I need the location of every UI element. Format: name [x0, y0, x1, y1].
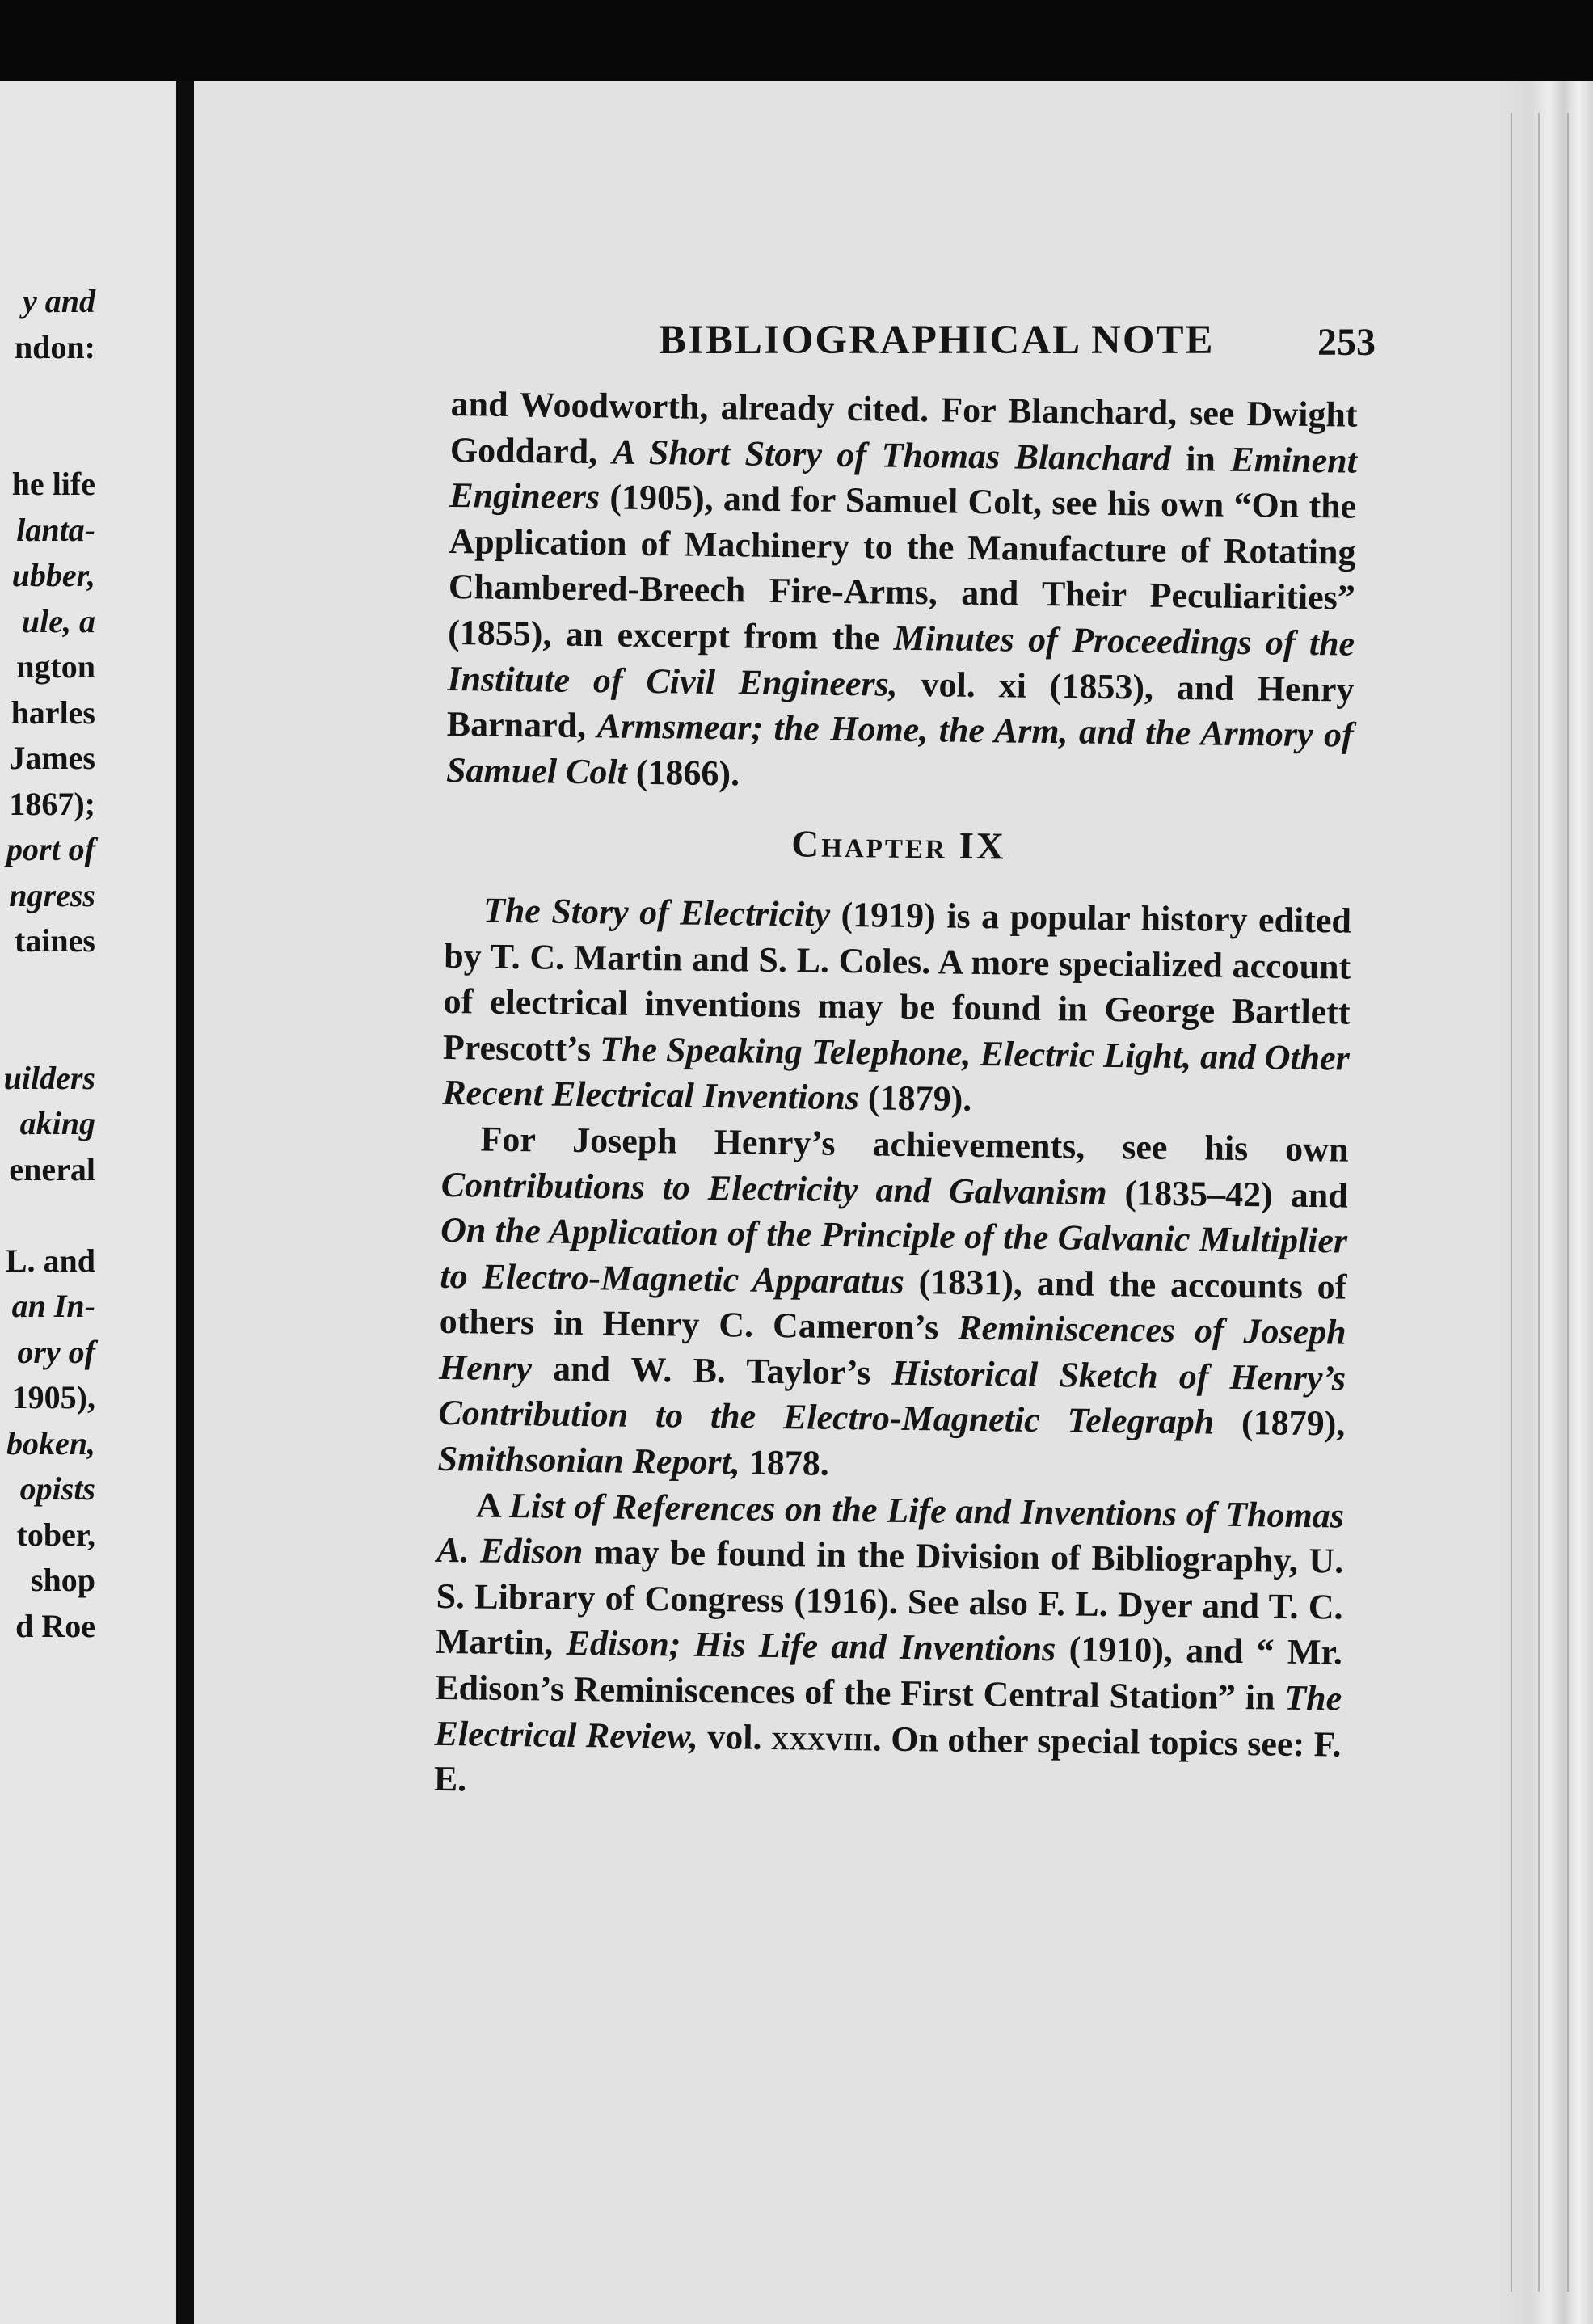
left-page-line: eneral: [9, 1150, 95, 1187]
left-page-line: [0, 964, 95, 1010]
left-page-line: [0, 370, 95, 416]
left-page-line: an In-: [11, 1288, 95, 1324]
left-page-line: y and: [23, 283, 95, 319]
left-page-line: taines: [15, 922, 95, 959]
paragraph-edison: A List of References on the Life and Inventions of Thomas A. Edison may be found in the Division of Bibliography, U. S. Library of Congress (1916). See also F. L. Dyer and T. C. Martin, Edison; His Life and Inventions (1910), and “ Mr. Edison’s Reminiscences of the First Central Station” in The Electrical Review, vol. xxxviii. On other special topics see: F. E.: [433, 1485, 1345, 1799]
paragraph-story-of-electricity: The Story of Electricity (1919) is a popular history edited by T. C. Martin and S. L. Coles. A more specialized account of electrical inventions may be found in George Bartlett Prescott’s The Speaking Telephone, Electric Light, and Other Recent Electrical Inventions (1879).: [441, 890, 1352, 1120]
left-page-line: ubber,: [11, 557, 95, 593]
left-page-line: opists: [19, 1470, 95, 1507]
left-page-line: [0, 416, 95, 462]
left-page-line: ory of: [17, 1333, 95, 1370]
body-text: [434, 382, 1358, 1813]
left-page-line: 1905),: [11, 1379, 95, 1415]
left-page-line: L. and: [5, 1242, 95, 1279]
left-page-line: lanta-: [16, 511, 95, 548]
left-page-line: ngton: [16, 648, 95, 685]
left-page-text-fragments: [0, 279, 95, 1649]
chapter-heading: Chapter IX: [791, 823, 1007, 868]
left-page-line: ule, a: [21, 602, 95, 639]
left-page-line: James: [9, 740, 95, 776]
left-page-line: 1867);: [9, 785, 95, 822]
paragraph-joseph-henry: For Joseph Henry’s achievements, see his own Contributions to Electricity and Galvanism (1835–42) and On the Application of the Principle of the Galvanic Multiplier to Electro-Magnetic Apparatus (1831), and the accounts of others in Henry C. Cameron’s Reminiscences of Joseph Henry and W. B. Taylor’s Historical Sketch of Henry’s Contribution to the Electro-Magnetic Telegraph (1879), Smithsonian Report, 1878.: [437, 1119, 1349, 1483]
paragraph-blanchard-colt: and Woodworth, already cited. For Blanchard, see Dwight Goddard, A Short Story of Thomas Blanchard in Eminent Engineers (1905), and for Samuel Colt, see his own “On the Application of Machinery to the Manufacture of Rotating Chambered-Breech Fire-Arms, and Their Peculiarities” (1855), an excerpt from the Minutes of Proceedings of the Institute of Civil Engineers, vol. xi (1853), and Henry Barnard, Armsmear; the Home, the Arm, and the Armory of Samuel Colt (1866).: [445, 383, 1358, 794]
left-page-line: aking: [19, 1105, 95, 1141]
left-page-line: shop: [30, 1562, 95, 1598]
right-page: [194, 81, 1593, 2324]
left-page-line: uilders: [3, 1059, 95, 1096]
left-page: [0, 81, 176, 2324]
left-page-line: [0, 1010, 95, 1056]
book-spine: [176, 81, 194, 2324]
left-page-line: he life: [11, 466, 95, 502]
page-edge: [1496, 81, 1593, 2324]
left-page-line: boken,: [6, 1424, 95, 1461]
left-page-line: [0, 1192, 95, 1238]
left-page-line: harles: [11, 694, 95, 731]
page-number: 253: [1317, 321, 1376, 364]
left-page-line: ndon:: [14, 328, 95, 365]
top-gutter: [0, 0, 1593, 81]
left-page-line: ngress: [9, 876, 95, 913]
running-head: BIBLIOGRAPHICAL NOTE: [659, 318, 1215, 363]
left-page-line: d Roe: [15, 1607, 95, 1644]
left-page-line: tober,: [16, 1516, 95, 1553]
left-page-line: port of: [6, 831, 95, 867]
